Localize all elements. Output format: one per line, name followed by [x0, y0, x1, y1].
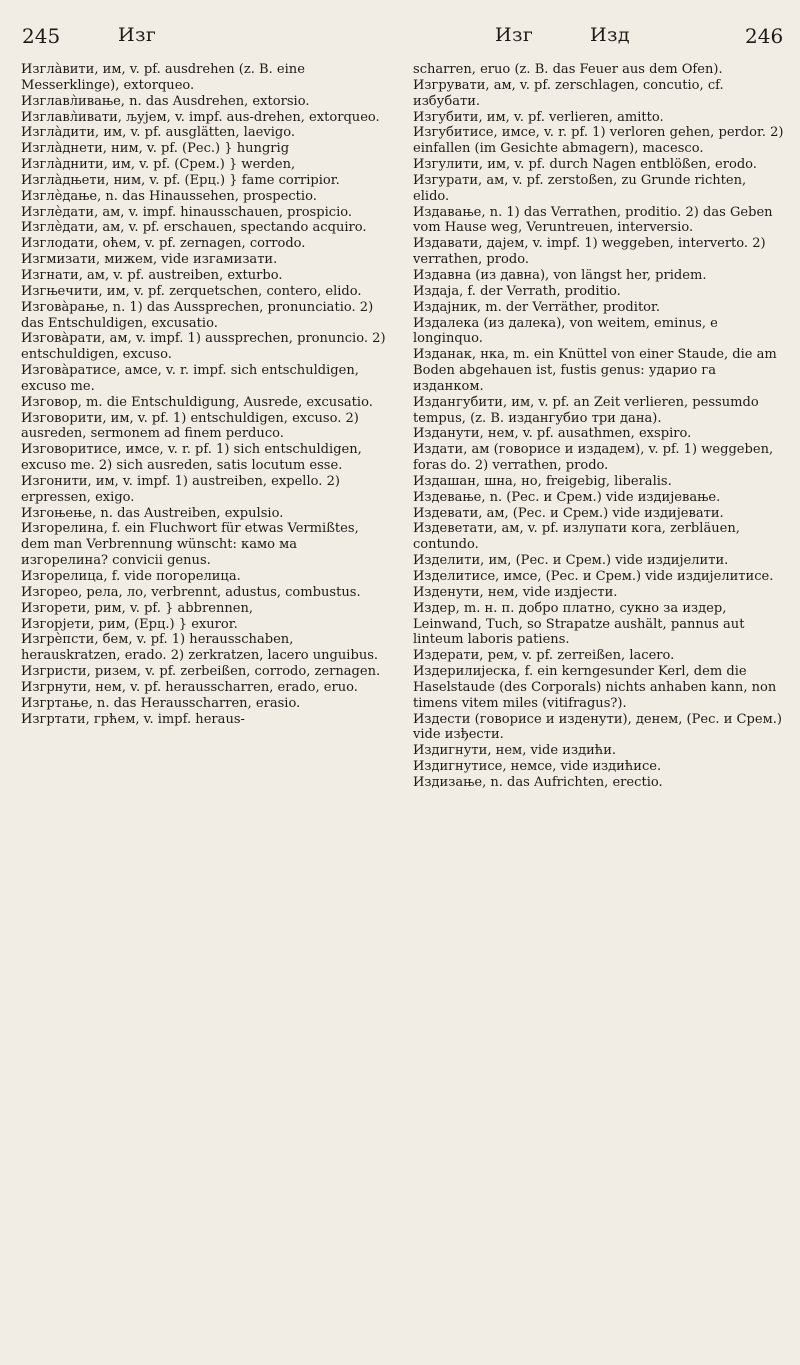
dictionary-entry: Изглодати, оћем, v. pf. zernagen, corrodo.	[21, 236, 306, 252]
dictionary-entry: Изделитисе, имсе, (Рес. и Срем.) vide издијелитисе.	[413, 569, 774, 584]
dictionary-entry: Издер, m. н. п. добро платно, сукно за издер, Leinwand, Tuch, so Strapatze aushält, pannus aut linteum laboris patiens.	[413, 600, 745, 648]
dictionary-entry: Изгонити, им, v. impf. 1) austreiben, expello. 2) erpressen, exigo.	[21, 473, 340, 505]
dictionary-entry: Издерилијеска, f. ein kerngesunder Kerl, dem die Haselstaude (des Corporals) nichts anhaben kann, non timens vitem miles (vitifragus?).	[413, 664, 777, 711]
dictionary-entry: Изгова̀рати, ам, v. impf. 1) aussprechen, pronuncio. 2) entschuldigen, excuso.	[21, 331, 386, 363]
dictionary-entry: Изделити, им, (Рес. и Срем.) vide издијелити.	[413, 553, 729, 569]
dictionary-entry: Изгорети, рим, v. pf. } abbrennen,	[21, 600, 254, 616]
left-running-head: Изг	[118, 24, 157, 46]
dictionary-entry: Изгла̀вити, им, v. pf. ausdrehen (z. B. eine Messerklinge), extorqueo.	[21, 62, 305, 93]
dictionary-entry: Издати, ам (говорисе и издадем), v. pf. 1) weggeben, foras do. 2) verrathen, prodo.	[413, 442, 774, 474]
dictionary-entry: Изгла̀дити, им, v. pf. ausglätten, laevigo.	[21, 125, 296, 141]
dictionary-entry: Изгова̀ратисе, амсе, v. r. impf. sich entschuldigen, excuso me.	[21, 363, 359, 394]
dictionary-entry: Изгулити, им, v. pf. durch Nagen entblößen, erodo.	[413, 157, 757, 173]
dictionary-entry: Изглавл̀ивање, n. das Ausdrehen, extorsio.	[21, 93, 310, 109]
dictionary-entry: Изгристи, ризем, v. pf. zerbeißen, corrodo, zernagen.	[21, 664, 381, 680]
dictionary-entry: Изговоритисе, имсе, v. r. pf. 1) sich entschuldigen, excuso me. 2) sich ausreden, satis locutum esse.	[21, 442, 362, 474]
dictionary-entry: Изданути, нем, v. pf. ausathmen, exspiro.	[413, 426, 692, 442]
dictionary-entry: Издангубити, им, v. pf. an Zeit verlieren, pessumdo tempus, (z. B. издангубио три дана).	[413, 394, 759, 426]
dictionary-entry: Изгоњење, n. das Austreiben, expulsio.	[21, 505, 284, 521]
dictionary-entry: Издигнутисе, немсе, vide издићисе.	[413, 759, 662, 775]
dictionary-entry: Издалека (из далека), von weitem, eminus, e longinquo.	[413, 315, 718, 347]
dictionary-entry: Издајник, m. der Verräther, proditor.	[413, 299, 660, 315]
dictionary-entry: Изговор, m. die Entschuldigung, Ausrede, excusatio.	[21, 394, 373, 410]
dictionary-entry: scharren, eruo (z. B. das Feuer aus dem Ofen).	[413, 62, 723, 77]
dictionary-entry: Издавна (из давна), von längst her, pridem.	[413, 267, 707, 283]
dictionary-entry: Изгмизати, мижем, vide изгамизати.	[21, 252, 278, 268]
dictionary-entry: Издевање, n. (Рес. и Срем.) vide издијевање.	[413, 489, 721, 505]
dictionary-entry: Изгла̀днити, им, v. pf. (Срем.) } werden,	[21, 157, 296, 173]
dictionary-entry: Изгнати, ам, v. pf. austreiben, exturbo.	[21, 267, 283, 283]
dictionary-entry: Изгова̀рање, n. 1) das Aussprechen, pronunciatio. 2) das Entschuldigen, excusatio.	[21, 299, 374, 331]
dictionary-entry: Издаја, f. der Verrath, proditio.	[413, 283, 621, 299]
dictionary-entry: Изглавл̀ивати, љујем, v. impf. aus-drehen, extorqueo.	[21, 109, 380, 125]
dictionary-entry: Изглѐдати, ам, v. pf. erschauen, spectando acquiro.	[21, 220, 367, 236]
right-page-number: 246	[745, 24, 784, 48]
dictionary-entry: Изгњечити, им, v. pf. zerquetschen, contero, elido.	[21, 283, 362, 299]
left-page-number: 245	[22, 24, 61, 48]
dictionary-entry: Изгурати, ам, v. pf. zerstoßen, zu Grunde richten, elido.	[413, 172, 747, 204]
dictionary-entry: Издашан, шна, но, freigebig, liberalis.	[413, 473, 672, 489]
left-column	[21, 62, 386, 1357]
dictionary-entry: Изгрѐпсти, бем, v. pf. 1) herausschaben, herauskratzen, erado. 2) zerkratzen, lacero unguibus.	[21, 632, 379, 664]
right-running-head-first: Изг	[495, 24, 534, 46]
dictionary-entry: Изденути, нем, vide издјести.	[413, 584, 618, 600]
dictionary-entry: Изданак, нка, m. ein Knüttel von einer Staude, die am Boden abgehauen ist, fustis genus: ударио га изданком.	[413, 347, 777, 394]
dictionary-entry: Изгорео, рела, ло, verbrennt, adustus, combustus.	[21, 584, 361, 600]
right-column	[413, 62, 785, 1357]
dictionary-entry: Издеветати, ам, v. pf. излупати кога, zerbläuen, contundo.	[413, 521, 740, 553]
dictionary-entry: Изглѐдати, ам, v. impf. hinausschauen, prospicio.	[21, 204, 353, 220]
page-header	[0, 10, 800, 50]
dictionary-entry: Издерати, рем, v. pf. zerreißen, lacero.	[413, 648, 675, 664]
dictionary-entry: Изгубити, им, v. pf. verlieren, amitto.	[413, 109, 664, 125]
right-running-head-last: Изд	[590, 24, 631, 46]
dictionary-entry: Издевати, ам, (Рес. и Срем.) vide издијевати.	[413, 505, 724, 521]
dictionary-entry: Изгорјети, рим, (Ерц.) } exuror.	[21, 616, 238, 632]
dictionary-entry: Изгрувати, ам, v. pf. zerschlagen, concutio, cf. избубати.	[413, 77, 724, 109]
dictionary-entry: Издизање, n. das Aufrichten, erectio.	[413, 774, 663, 790]
dictionary-entry: Изгртати, грћем, v. impf. heraus-	[21, 711, 245, 727]
dictionary-entry: Изгртање, n. das Herausscharren, erasio.	[21, 695, 301, 711]
dictionary-entry: Издавати, дајем, v. impf. 1) weggeben, interverto. 2) verrathen, prodo.	[413, 236, 766, 268]
dictionary-entry: Изгорелица, f. vide погорелица.	[21, 569, 241, 584]
dictionary-entry: Изгубитисе, имсе, v. r. pf. 1) verloren gehen, perdor. 2) einfallen (im Gesichte abmagern), macesco.	[413, 125, 784, 157]
dictionary-entry: Изговорити, им, v. pf. 1) entschuldigen, excuso. 2) ausreden, sermonem ad finem perduco.	[21, 410, 359, 442]
dictionary-entry: Изгрнути, нем, v. pf. herausscharren, erado, eruo.	[21, 679, 358, 695]
dictionary-entry: Изгла̀дњети, ним, v. pf. (Ерц.) } fame corripior.	[21, 172, 340, 188]
dictionary-entry: Издигнути, нем, vide издићи.	[413, 743, 617, 759]
dictionary-entry: Изгла̀днети, ним, v. pf. (Рес.) } hungrig	[21, 141, 290, 157]
dictionary-entry: Издести (говорисе и изденути), денем, (Рес. и Срем.) vide изђести.	[413, 711, 782, 743]
dictionary-entry: Изглѐдање, n. das Hinaussehen, prospectio.	[21, 188, 317, 204]
dictionary-entry: Изгорелина, f. ein Fluchwort für etwas Vermißtes, dem man Verbrennung wünscht: камо ма изгорелина? convicii genus.	[21, 521, 359, 569]
dictionary-entry: Издавање, n. 1) das Verrathen, proditio. 2) das Geben vom Hause weg, Veruntreuen, interversio.	[413, 204, 773, 236]
